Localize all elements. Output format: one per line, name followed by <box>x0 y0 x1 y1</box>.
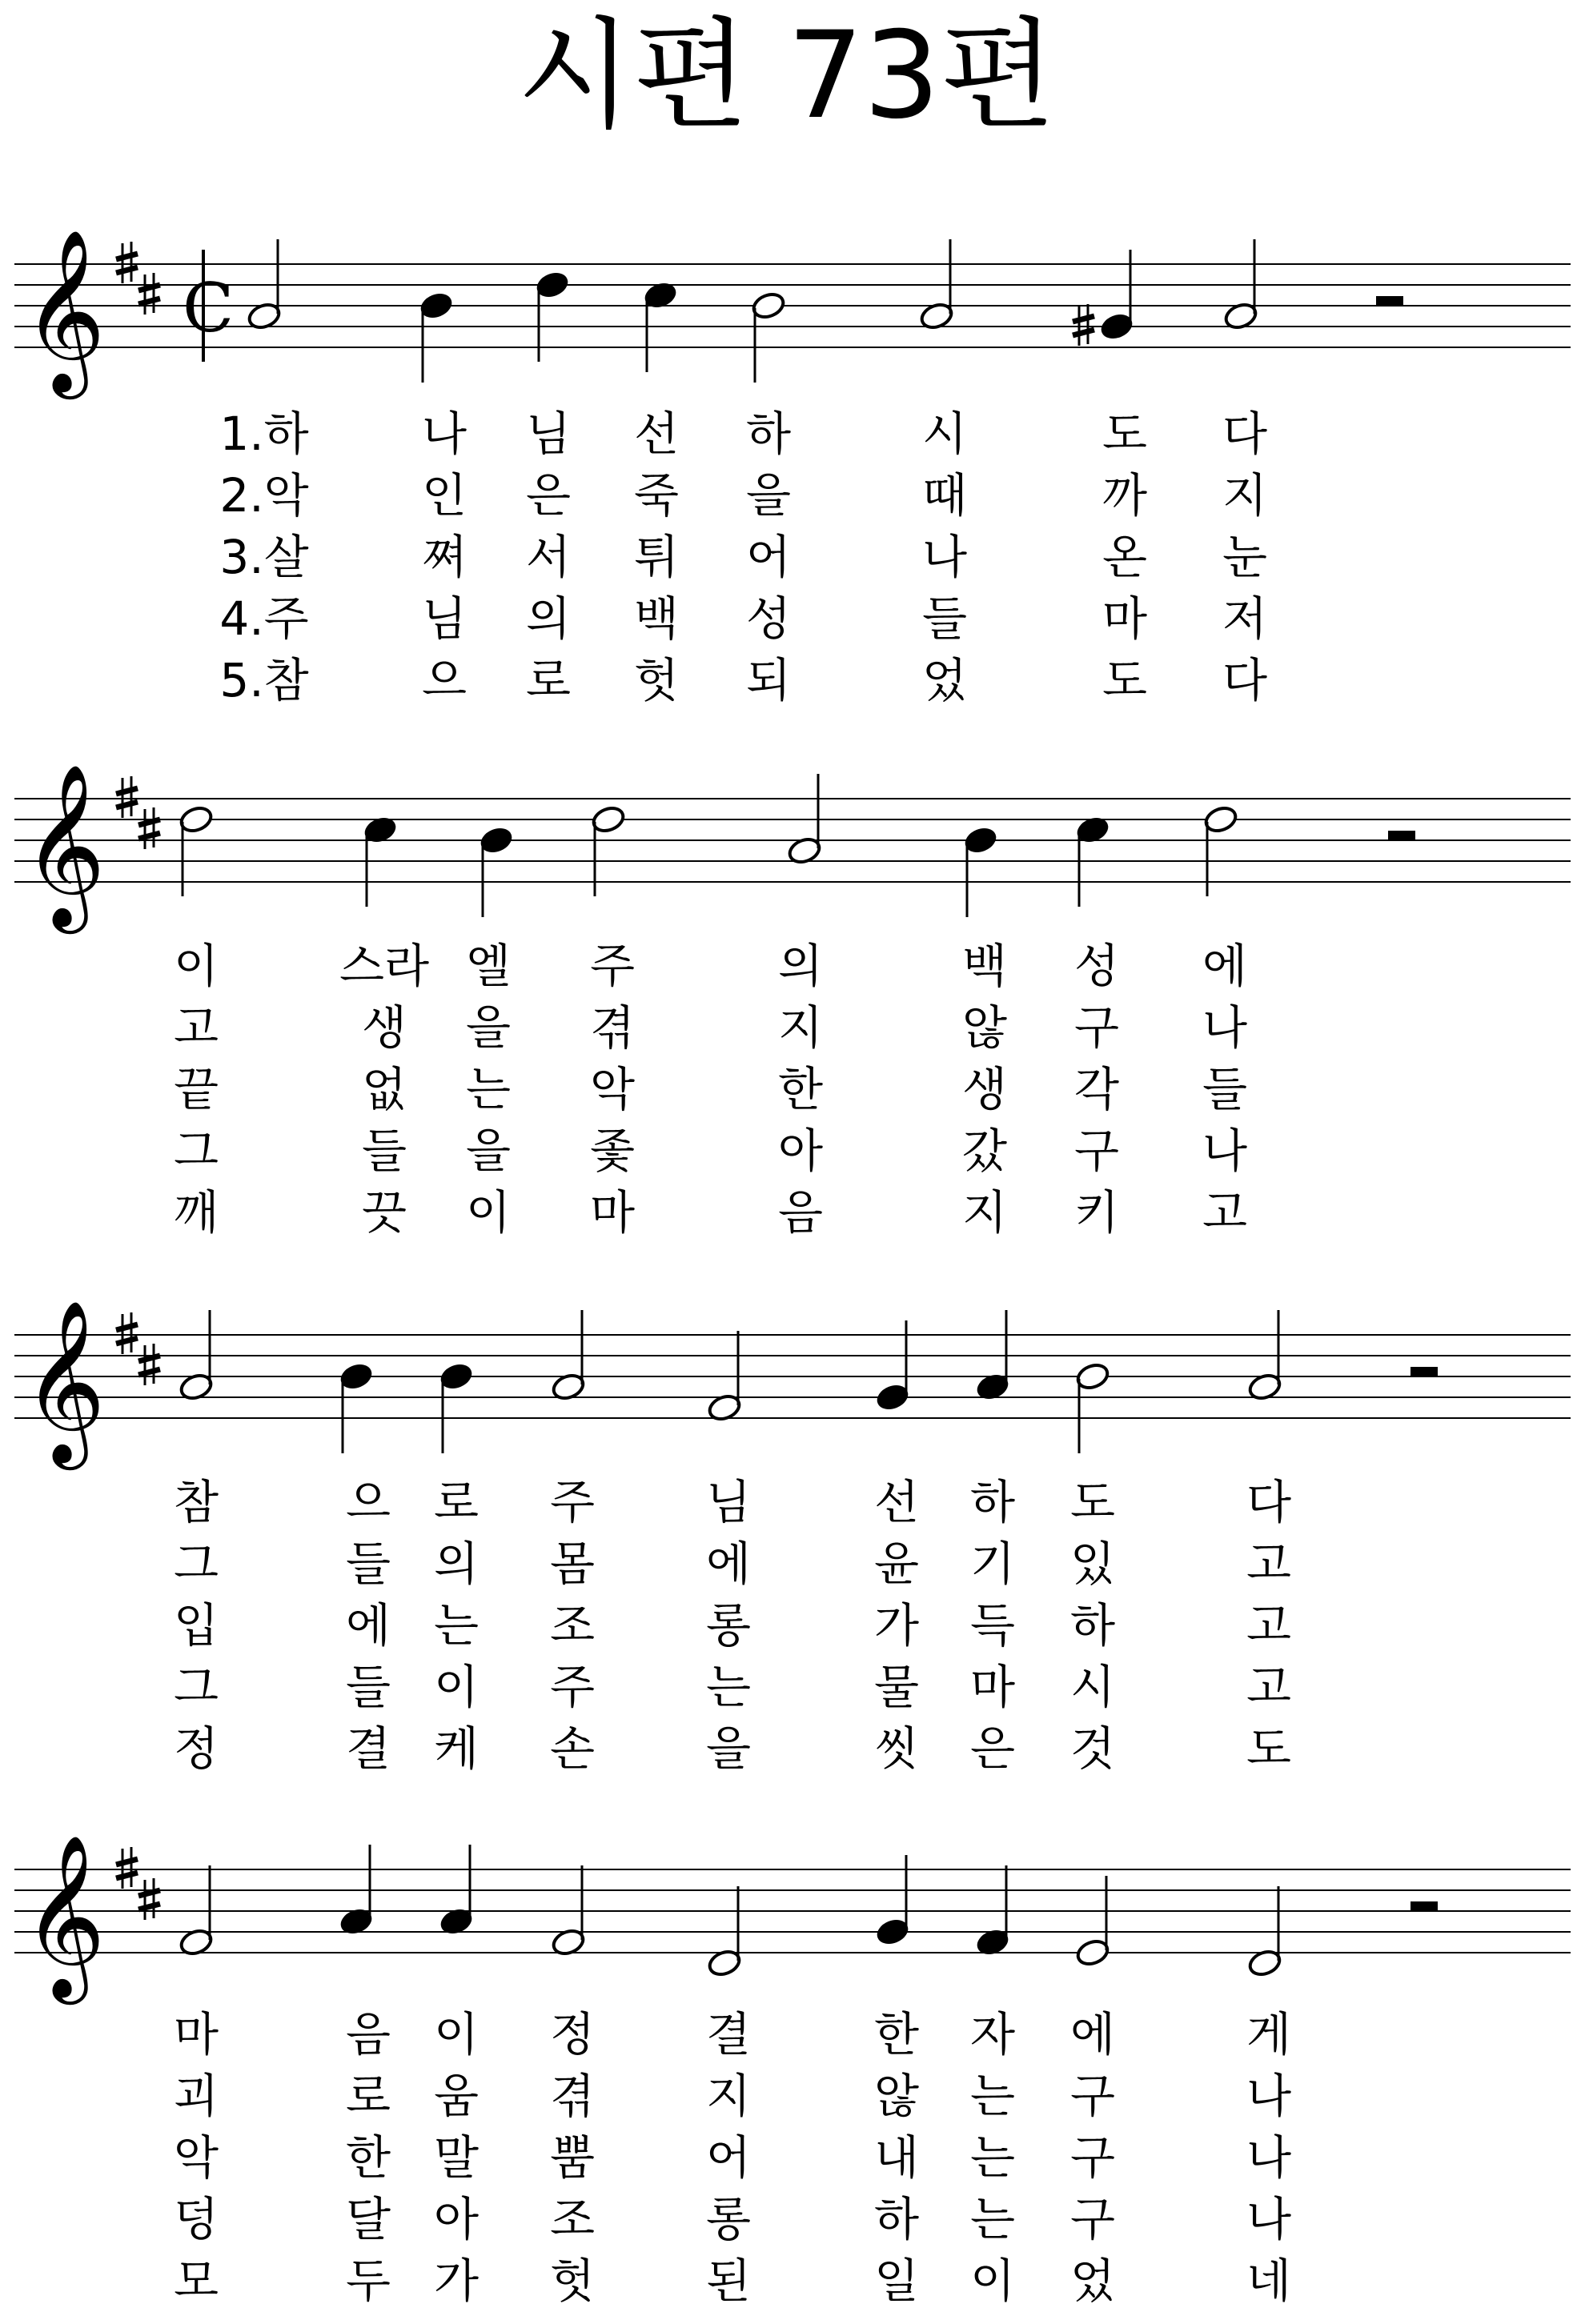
lyric-syllable: 하 <box>745 407 792 461</box>
lyric-syllable: 시 <box>921 407 968 461</box>
lyric-syllable: 하 <box>873 2192 920 2246</box>
lyric-syllable: 의 <box>433 1537 480 1591</box>
lyric-syllable: 이 <box>433 2007 480 2062</box>
lyric-syllable: 들 <box>1202 1062 1248 1116</box>
lyric-syllable: 이 <box>173 939 219 993</box>
lyric-syllable: 들 <box>345 1537 391 1591</box>
lyric-syllable: 는 <box>969 2192 1016 2246</box>
lyric-syllable: 나 <box>421 407 467 461</box>
lyric-syllable: 들 <box>361 1124 407 1178</box>
lyric-syllable: 결 <box>705 2007 752 2062</box>
lyric-syllable: 말 <box>433 2130 480 2185</box>
lyric-syllable: 괴 <box>173 2069 219 2123</box>
lyric-syllable: 한 <box>345 2130 391 2185</box>
lyric-syllable: 는 <box>969 2069 1016 2123</box>
lyric-syllable: 까 <box>1102 468 1148 523</box>
lyric-syllable: 가 <box>433 2254 480 2308</box>
sharp-bar <box>1073 330 1094 335</box>
sharp-bar <box>138 1356 160 1361</box>
lyric-syllable: 을 <box>745 468 792 523</box>
lyric-syllable: 마 <box>1102 591 1148 646</box>
lyric-syllable: 음 <box>777 1185 824 1240</box>
lyric-syllable: 을 <box>465 1000 512 1055</box>
lyric-syllable: 끗 <box>361 1185 407 1240</box>
lyric-syllable: 자 <box>969 2007 1016 2062</box>
lyric-syllable: 1.하 <box>219 407 309 461</box>
lyric-syllable: 는 <box>705 1660 752 1714</box>
treble-clef: 𝄞 <box>22 1833 106 1997</box>
lyric-syllable: 롱 <box>705 1598 752 1653</box>
lyric-syllable: 네 <box>1246 2254 1292 2308</box>
lyric-syllable: 었 <box>921 653 968 707</box>
song-title: 시편 73편 <box>516 6 1057 146</box>
lyric-syllable: 몸 <box>549 1537 596 1591</box>
lyric-syllable: 고 <box>1246 1598 1292 1653</box>
accidental-sharp <box>1073 304 1094 346</box>
lyric-syllable: 내 <box>873 2130 920 2185</box>
key-sharp-c <box>138 273 160 315</box>
lyric-syllable: 나 <box>1246 2192 1292 2246</box>
key-sharp-c <box>138 1878 160 1920</box>
lyric-syllable: 나 <box>1202 1124 1248 1178</box>
lyric-syllable: 주 <box>549 1475 596 1529</box>
lyric-syllable: 그 <box>173 1124 219 1178</box>
lyric-syllable: 로 <box>345 2069 391 2123</box>
lyric-syllable: 나 <box>921 530 968 584</box>
lyric-syllable: 두 <box>345 2254 391 2308</box>
lyric-syllable: 으 <box>345 1475 391 1529</box>
half-rest <box>1376 296 1403 306</box>
treble-clef: 𝄞 <box>22 763 106 927</box>
lyric-syllable: 생 <box>961 1062 1008 1116</box>
lyric-syllable: 악 <box>173 2130 219 2185</box>
lyric-syllable: 정 <box>549 2007 596 2062</box>
lyric-syllable: 각 <box>1073 1062 1120 1116</box>
lyric-syllable: 주 <box>589 939 636 993</box>
lyric-syllable: 지 <box>705 2069 752 2123</box>
lyric-syllable: 튀 <box>633 530 680 584</box>
lyric-syllable: 로 <box>525 653 572 707</box>
sharp-bar <box>138 819 160 825</box>
lyric-syllable: 에 <box>1069 2007 1116 2062</box>
sharp-bar <box>116 802 138 807</box>
lyric-syllable: 에 <box>345 1598 391 1653</box>
lyric-syllable: 들 <box>921 591 968 646</box>
lyric-syllable: 하 <box>1069 1598 1116 1653</box>
lyric-syllable: 어 <box>705 2130 752 2185</box>
lyric-syllable: 아 <box>777 1124 824 1178</box>
lyric-syllable: 한 <box>777 1062 824 1116</box>
sharp-bar <box>116 1859 138 1865</box>
lyric-syllable: 마 <box>173 2007 219 2062</box>
lyric-syllable: 주 <box>549 1660 596 1714</box>
lyric-syllable: 않 <box>873 2069 920 2123</box>
lyric-syllable: 5.참 <box>219 653 309 707</box>
sharp-bar <box>116 1873 138 1878</box>
lyric-syllable: 생 <box>361 1000 407 1055</box>
lyric-syllable: 가 <box>873 1598 920 1653</box>
note <box>1075 1361 1111 1453</box>
lyric-syllable: 기 <box>969 1537 1016 1591</box>
note <box>479 825 515 917</box>
lyric-syllable: 모 <box>173 2254 219 2308</box>
lyric-syllable: 이 <box>465 1185 512 1240</box>
lyric-syllable: 어 <box>745 530 792 584</box>
lyric-syllable: 시 <box>1069 1660 1116 1714</box>
lyric-syllable: 지 <box>1222 468 1268 523</box>
lyric-syllable: 는 <box>465 1062 512 1116</box>
key-sharp-c <box>138 1344 160 1385</box>
lyric-syllable: 된 <box>705 2254 752 2308</box>
lyric-syllable: 나 <box>1246 2130 1292 2185</box>
lyric-syllable: 그 <box>173 1660 219 1714</box>
lyric-syllable: 스라 <box>339 939 430 993</box>
lyric-syllable: 있 <box>1069 1537 1116 1591</box>
lyric-syllable: 서 <box>525 530 572 584</box>
lyric-syllable: 게 <box>1246 2007 1292 2062</box>
treble-clef: 𝄞 <box>22 1299 106 1463</box>
lyric-syllable: 로 <box>433 1475 480 1529</box>
sharp-bar <box>138 285 160 290</box>
lyric-syllable: 득 <box>969 1598 1016 1653</box>
lyric-syllable: 마 <box>589 1185 636 1240</box>
lyric-syllable: 엘 <box>465 939 512 993</box>
note <box>963 825 999 917</box>
lyric-syllable: 움 <box>433 2069 480 2123</box>
sharp-bar <box>138 1369 160 1375</box>
lyric-syllable: 좇 <box>589 1124 636 1178</box>
lyric-syllable: 에 <box>1202 939 1248 993</box>
lyric-syllable: 님 <box>705 1475 752 1529</box>
lyric-syllable: 겪 <box>589 1000 636 1055</box>
lyric-syllable: 었 <box>1069 2254 1116 2308</box>
lyric-syllable: 3.살 <box>219 530 309 584</box>
lyric-syllable: 지 <box>777 1000 824 1055</box>
lyric-syllable: 도 <box>1102 653 1148 707</box>
sharp-bar <box>116 267 138 273</box>
lyric-syllable: 다 <box>1222 407 1268 461</box>
lyric-syllable: 에 <box>705 1537 752 1591</box>
lyric-syllable: 덩 <box>173 2192 219 2246</box>
lyric-syllable: 은 <box>525 468 572 523</box>
treble-clef: 𝄞 <box>22 228 106 392</box>
half-rest <box>1388 831 1415 840</box>
lyric-syllable: 손 <box>549 1721 596 1776</box>
lyric-syllable: 나 <box>1202 1000 1248 1055</box>
lyric-syllable: 것 <box>1069 1721 1116 1776</box>
lyric-syllable: 온 <box>1102 530 1148 584</box>
lyric-syllable: 고 <box>173 1000 219 1055</box>
key-sharp-f <box>116 1847 138 1889</box>
note <box>419 290 455 383</box>
sharp-bar <box>116 1324 138 1330</box>
staff-system-1 <box>14 239 1571 707</box>
lyric-syllable: 끝 <box>173 1062 219 1116</box>
lyric-syllable: 들 <box>345 1660 391 1714</box>
lyric-syllable: 은 <box>969 1721 1016 1776</box>
note <box>751 290 787 383</box>
lyric-syllable: 쪄 <box>421 530 467 584</box>
lyric-syllable: 입 <box>173 1598 219 1653</box>
lyric-syllable: 하 <box>969 1475 1016 1529</box>
lyric-syllable: 도 <box>1246 1721 1292 1776</box>
half-rest <box>1410 1901 1438 1911</box>
key-sharp-f <box>116 1312 138 1354</box>
lyric-syllable: 다 <box>1222 653 1268 707</box>
lyric-syllable: 죽 <box>633 468 680 523</box>
lyric-syllable: 참 <box>173 1475 219 1529</box>
lyric-syllable: 구 <box>1073 1000 1120 1055</box>
lyric-syllable: 지 <box>961 1185 1008 1240</box>
lyric-syllable: 나 <box>1246 2069 1292 2123</box>
lyric-syllable: 않 <box>961 1000 1008 1055</box>
lyric-syllable: 깨 <box>173 1185 219 1240</box>
lyric-syllable: 달 <box>345 2192 391 2246</box>
lyric-syllable: 악 <box>589 1062 636 1116</box>
lyric-syllable: 갔 <box>961 1124 1008 1178</box>
sharp-bar <box>1073 316 1094 322</box>
lyric-syllable: 일 <box>873 2254 920 2308</box>
lyric-syllable: 없 <box>361 1062 407 1116</box>
lyric-syllable: 씻 <box>873 1721 920 1776</box>
lyric-syllable: 구 <box>1069 2069 1116 2123</box>
lyric-syllable: 헛 <box>633 653 680 707</box>
lyric-syllable: 고 <box>1246 1660 1292 1714</box>
lyric-syllable: 저 <box>1222 591 1268 646</box>
lyric-syllable: 으 <box>421 653 467 707</box>
note <box>439 1361 475 1453</box>
lyric-syllable: 마 <box>969 1660 1016 1714</box>
lyric-syllable: 이 <box>433 1660 480 1714</box>
lyric-syllable: 님 <box>525 407 572 461</box>
lyric-syllable: 정 <box>173 1721 219 1776</box>
lyric-syllable: 결 <box>345 1721 391 1776</box>
lyric-syllable: 구 <box>1073 1124 1120 1178</box>
lyric-syllable: 4.주 <box>219 591 309 646</box>
lyric-syllable: 윤 <box>873 1537 920 1591</box>
key-sharp-f <box>116 242 138 283</box>
lyric-syllable: 한 <box>873 2007 920 2062</box>
lyric-syllable: 롱 <box>705 2192 752 2246</box>
lyric-syllable: 성 <box>745 591 792 646</box>
lyric-syllable: 이 <box>969 2254 1016 2308</box>
lyric-syllable: 는 <box>433 1598 480 1653</box>
key-sharp-c <box>138 807 160 849</box>
sharp-bar <box>138 299 160 304</box>
sharp-bar <box>116 254 138 259</box>
lyric-syllable: 고 <box>1246 1537 1292 1591</box>
lyric-syllable: 2.악 <box>219 468 309 523</box>
lyric-syllable: 을 <box>465 1124 512 1178</box>
sharp-bar <box>116 788 138 794</box>
lyric-syllable: 님 <box>421 591 467 646</box>
lyric-syllable: 백 <box>633 591 680 646</box>
lyric-syllable: 다 <box>1246 1475 1292 1529</box>
lyric-syllable: 구 <box>1069 2130 1116 2185</box>
lyric-syllable: 그 <box>173 1537 219 1591</box>
note <box>339 1361 375 1453</box>
lyric-syllable: 물 <box>873 1660 920 1714</box>
lyric-syllable: 조 <box>549 1598 596 1653</box>
lyric-syllable: 인 <box>421 468 467 523</box>
lyric-syllable: 겪 <box>549 2069 596 2123</box>
lyric-syllable: 키 <box>1073 1185 1120 1240</box>
lyric-syllable: 을 <box>705 1721 752 1776</box>
lyric-syllable: 헛 <box>549 2254 596 2308</box>
staff-system-4 <box>14 1845 1571 2308</box>
lyric-syllable: 의 <box>777 939 824 993</box>
lyric-syllable: 케 <box>433 1721 480 1776</box>
lyric-syllable: 뿜 <box>549 2130 596 2185</box>
lyric-syllable: 백 <box>961 939 1008 993</box>
lyric-syllable: 눈 <box>1222 530 1268 584</box>
half-rest <box>1410 1367 1438 1376</box>
key-sharp-f <box>116 776 138 818</box>
lyric-syllable: 때 <box>921 468 968 523</box>
cut-time-signature: C <box>183 269 235 347</box>
lyric-syllable: 되 <box>745 653 792 707</box>
lyric-syllable: 는 <box>969 2130 1016 2185</box>
lyric-syllable: 조 <box>549 2192 596 2246</box>
lyric-syllable: 아 <box>433 2192 480 2246</box>
staff-system-2 <box>14 774 1571 1240</box>
sharp-bar <box>138 833 160 839</box>
lyric-syllable: 도 <box>1102 407 1148 461</box>
lyric-syllable: 고 <box>1202 1185 1248 1240</box>
lyric-syllable: 구 <box>1069 2192 1116 2246</box>
lyric-syllable: 의 <box>525 591 572 646</box>
lyric-syllable: 선 <box>873 1475 920 1529</box>
lyric-syllable: 성 <box>1073 939 1120 993</box>
lyric-syllable: 도 <box>1069 1475 1116 1529</box>
staff-system-3 <box>14 1310 1571 1776</box>
sharp-bar <box>138 1890 160 1896</box>
sharp-bar <box>138 1904 160 1909</box>
lyric-syllable: 음 <box>345 2007 391 2062</box>
lyric-syllable: 선 <box>633 407 680 461</box>
sharp-bar <box>116 1338 138 1344</box>
